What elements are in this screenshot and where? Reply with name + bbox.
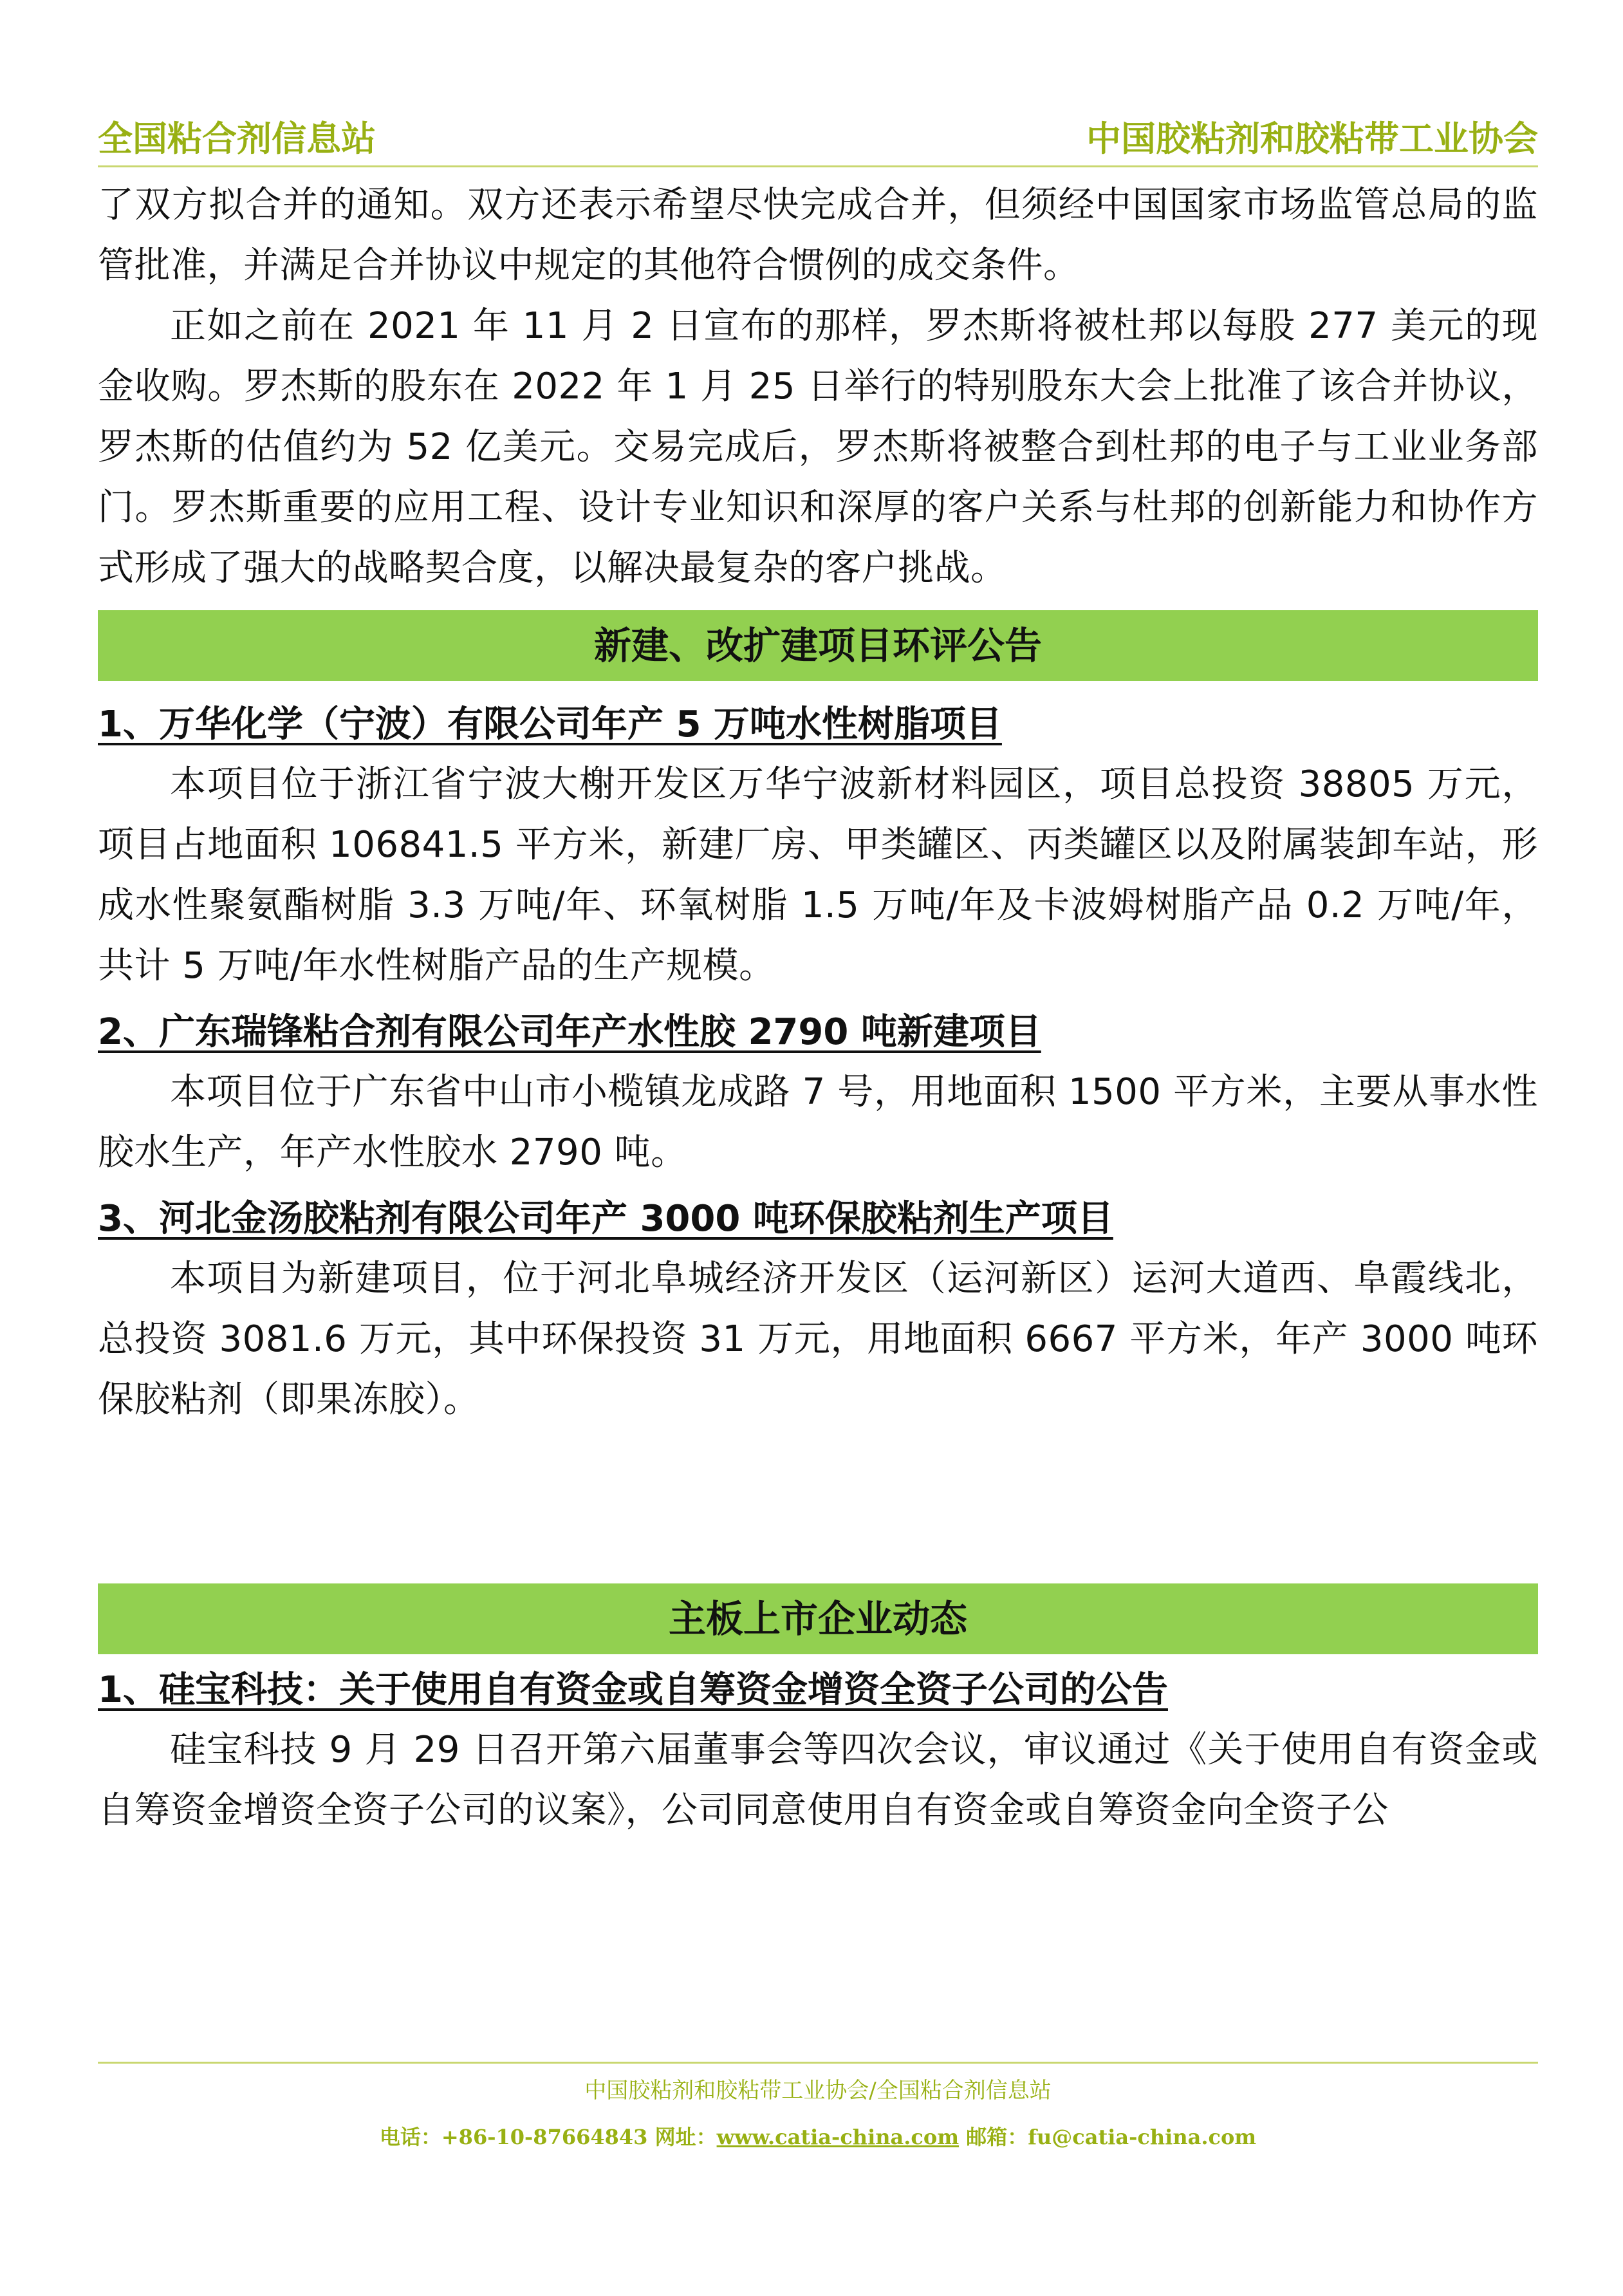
eia-item-1-text: 本项目位于浙江省宁波大榭开发区万华宁波新材料园区，项目总投资 38805 万元，项目占地面积 106841.5 平方米，新建厂房、甲类罐区、丙类罐区以及附属装卸车站，形成水性聚氨酯树脂 3.3 万吨/年、环氧树脂 1.5 万吨/年及卡波姆树脂产品 0.2 万吨/年，共计 5 万吨/年水性树脂产品的生产规模。 [98,763,1538,987]
header-divider [98,165,1538,167]
listed-item-1-text: 硅宝科技 9 月 29 日召开第六届董事会等四次会议，审议通过《关于使用自有资金或自筹资金增资全资子公司的议案》，公司同意使用自有资金或自筹资金向全资子公 [98,1729,1538,1831]
section-banner-listed-companies: 主板上市企业动态 [98,1583,1538,1654]
footer-organization: 中国胶粘剂和胶粘带工业协会/全国粘合剂信息站 [584,2078,1052,2104]
eia-item-2-heading: 2、广东瑞锋粘合剂有限公司年产水性胶 2790 吨新建项目 [98,1011,1041,1053]
footer-divider [98,2062,1538,2064]
article-body [98,175,1538,1841]
footer-email: fu@catia-china.com [1028,2125,1257,2149]
footer-phone-label: 电话： [379,2125,441,2149]
listed-item-1-heading: 1、硅宝科技：关于使用自有资金或自筹资金增资全资子公司的公告 [98,1669,1168,1711]
eia-item-2-text: 本项目位于广东省中山市小榄镇龙成路 7 号，用地面积 1500 平方米，主要从事水性胶水生产，年产水性胶水 2790 吨。 [98,1071,1538,1173]
header-site-name: 全国粘合剂信息站 [98,118,376,159]
intro-paragraph-1: 了双方拟合并的通知。双方还表示希望尽快完成合并，但须经中国国家市场监管总局的监管批准，并满足合并协议中规定的其他符合惯例的成交条件。 [98,184,1538,286]
footer-website-link[interactable]: www.catia-china.com [716,2125,960,2149]
page-header [98,113,1538,164]
eia-item-3-text: 本项目为新建项目，位于河北阜城经济开发区（运河新区）运河大道西、阜霞线北，总投资 3081.6 万元，其中环保投资 31 万元，用地面积 6667 平方米，年产 3000 吨环保胶粘剂（即果冻胶）。 [98,1258,1538,1421]
section-banner-eia: 新建、改扩建项目环评公告 [98,610,1538,681]
eia-item-1-heading: 1、万华化学（宁波）有限公司年产 5 万吨水性树脂项目 [98,704,1002,745]
footer-email-label: 邮箱： [966,2125,1028,2149]
footer-web-label: 网址： [654,2125,717,2149]
document-page [98,0,1538,2296]
footer-contact [98,2118,1538,2156]
eia-item-3-heading: 3、河北金汤胶粘剂有限公司年产 3000 吨环保胶粘剂生产项目 [98,1198,1113,1240]
footer-phone: +86-10-87664843 [441,2125,648,2149]
intro-paragraph-2: 正如之前在 2021 年 11 月 2 日宣布的那样，罗杰斯将被杜邦以每股 277 美元的现金收购。罗杰斯的股东在 2022 年 1 月 25 日举行的特别股东大会上批准了该合并协议，罗杰斯的估值约为 52 亿美元。交易完成后，罗杰斯将被整合到杜邦的电子与工业业务部门。罗杰斯重要的应用工程、设计专业知识和深厚的客户关系与杜邦的创新能力和协作方式形成了强大的战略契合度，以解决最复杂的客户挑战。 [98,305,1538,589]
header-association-name: 中国胶粘剂和胶粘带工业协会 [1086,118,1538,159]
